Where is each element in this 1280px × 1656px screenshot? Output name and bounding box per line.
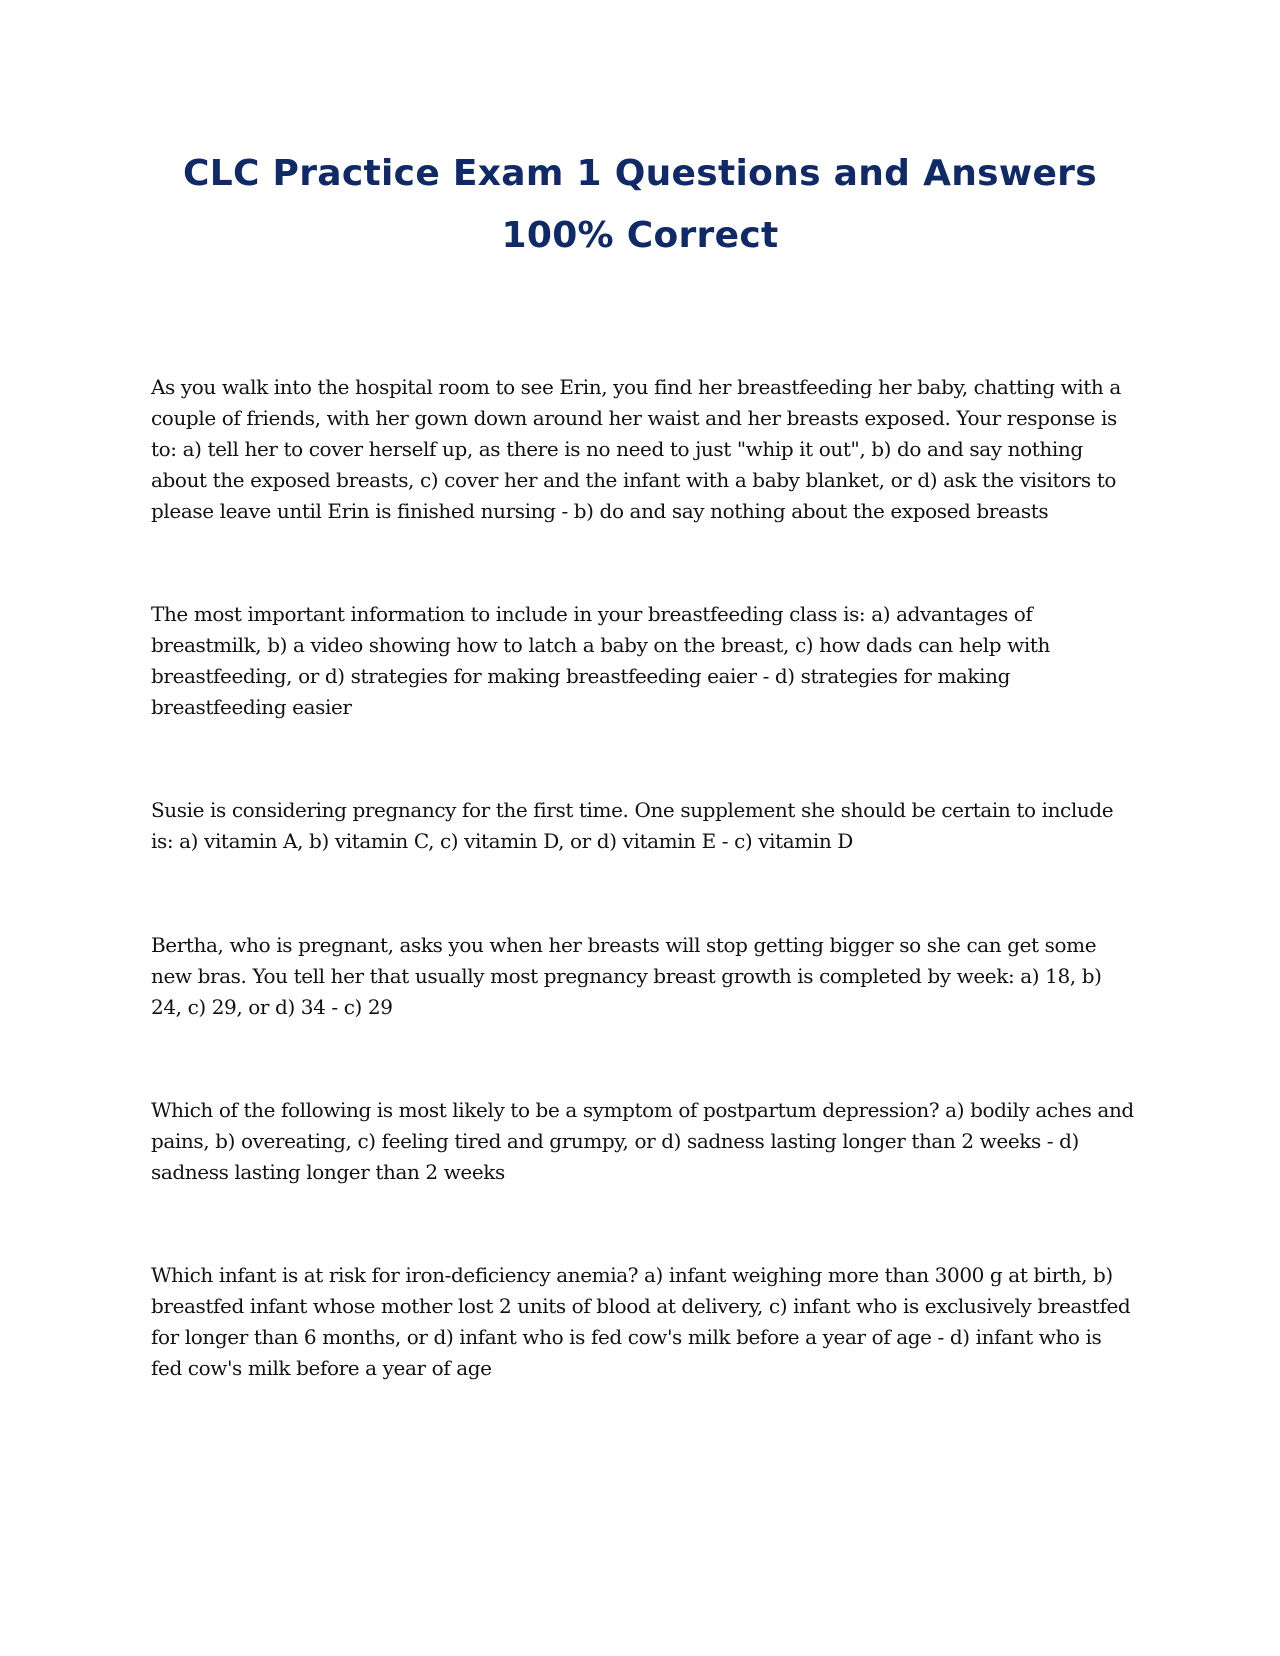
question-answer-paragraph: Bertha, who is pregnant, asks you when her breasts will stop getting bigger so she can get some new bras. You tell her that usually most pregnancy breast growth is completed by week: a) 18, b) 24, c) 29, or d) 34 - c) 29 (151, 933, 1102, 1019)
question-answer-paragraph: Which of the following is most likely to be a symptom of postpartum depression? a) bodily aches and pains, b) overeating, c) feeling tired and grumpy, or d) sadness lasting longer than 2 weeks - d) sadness lasting longer than 2 weeks (151, 1098, 1134, 1184)
question-answer-paragraph: The most important information to include in your breastfeeding class is: a) advantages of breastmilk, b) a video showing how to latch a baby on the breast, c) how dads can help with breastfeeding, or d) strategies for making breastfeeding eaier - d) strategies for making breastfeeding easier (151, 602, 1050, 719)
question-answer-paragraph: Which infant is at risk for iron-deficiency anemia? a) infant weighing more than 3000 g at birth, b) breastfed infant whose mother lost 2 units of blood at delivery, c) infant who is exclusively breastfed for longer than 6 months, or d) infant who is fed cow's milk before a year of age - d) infant who is fed cow's milk before a year of age (151, 1263, 1131, 1380)
title-line-2: 100% Correct (501, 215, 779, 256)
title-line-1: CLC Practice Exam 1 Questions and Answers (183, 153, 1097, 194)
document-title (0, 143, 1280, 267)
question-answer-paragraph: Susie is considering pregnancy for the first time. One supplement she should be certain to include is: a) vitamin A, b) vitamin C, c) vitamin D, or d) vitamin E - c) vitamin D (151, 798, 1114, 853)
question-answer-paragraph: As you walk into the hospital room to see Erin, you find her breastfeeding her baby, chatting with a couple of friends, with her gown down around her waist and her breasts exposed. Your response is to: a) tell her to cover herself up, as there is no need to just "whip it out", b) do and say nothing about the exposed breasts, c) cover her and the infant with a baby blanket, or d) ask the visitors to please leave until Erin is finished nursing - b) do and say nothing about the exposed breasts (151, 375, 1121, 523)
